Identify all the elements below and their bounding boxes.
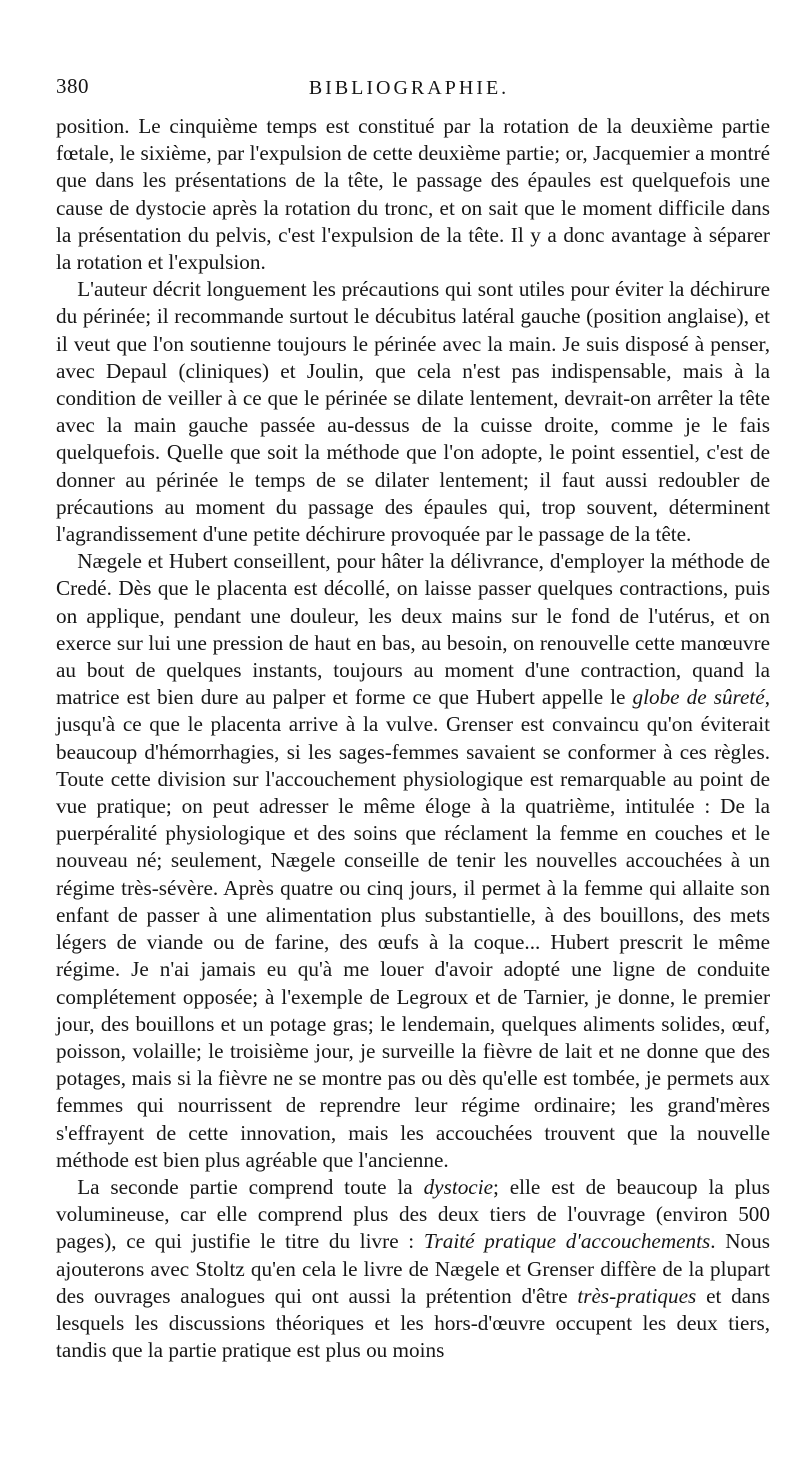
- italic-text: Traité pratique d'accouchements: [423, 1229, 711, 1254]
- text-run: ; elle est de beaucoup la plus volumineuse, car elle comprend plus des deux tiers de l'ouvrage (environ 500 pages), ce qui justifie le titre du livre :: [56, 1174, 770, 1254]
- body-text: [56, 113, 770, 1364]
- paragraph: [56, 113, 770, 276]
- paragraph: [56, 276, 770, 548]
- italic-text: très-pratiques: [577, 1283, 697, 1308]
- page-number: 380: [56, 74, 89, 98]
- text-run: position. Le cinquième temps est constitué par la rotation de la deuxième partie fœtale, le sixième, par l'expulsion de cette deuxième partie; or, Jacquemier a montré que dans les présentations de la tête, le passage des épaules est quelquefois une cause de dystocie après la rotation du tronc, et on sait que le moment difficile dans la présentation du pelvis, c'est l'expulsion de la tête. Il y a donc avantage à séparer la rotation et l'expulsion.: [56, 114, 770, 275]
- text-run: , jusqu'à ce que le placenta arrive à la vulve. Grenser est convaincu qu'on éviterait beaucoup d'hémorrhagies, si les sages-femmes savaient se conformer à ces règles. Toute cette division sur l'accouchement physiologique est remarquable au point de vue pratique; on peut adresser le même éloge à la quatrième, intitulée : De la puerpéralité physiologique et des soins que réclament la femme en couches et le nouveau né; seulement, Nægele conseille de tenir les nouvelles accouchées à un régime très-sévère. Après quatre ou cinq jours, il permet à la femme qui allaite son enfant de passer à une alimentation plus substantielle, à des bouillons, des mets légers de viande ou de farine, des œufs à la coque... Hubert prescrit le même régime. Je n'ai jamais eu qu'à me louer d'avoir adopté une ligne de conduite complétement opposée; à l'exemple de Legroux et de Tarnier, je donne, le premier jour, des bouillons et un potage gras; le lendemain, quelques aliments solides, œuf, poisson, volaille; le troisième jour, je surveille la fièvre de lait et ne donne que des potages, mais si la fièvre ne se montre pas ou dès qu'elle est tombée, je permets aux femmes qui nourrissent de reprendre leur régime ordinaire; les grand'mères s'effrayent de cette innovation, mais les accouchées trouvent que la nouvelle méthode est bien plus agréable que l'ancienne.: [56, 685, 770, 1172]
- text-run: Nægele et Hubert conseillent, pour hâter la délivrance, d'employer la méthode de Credé. Dès que le placenta est décollé, on laisse passer quelques contractions, puis on applique, pendant une douleur, les deux mains sur le fond de l'utérus, et on exerce sur lui une pression de haut en bas, au besoin, on renouvelle cette manœuvre au bout de quelques instants, toujours au moment d'une contraction, quand la matrice est bien dure au palper et forme ce que Hubert appelle le: [56, 549, 770, 710]
- page-header-title: BIBLIOGRAPHIE.: [308, 77, 510, 99]
- running-head: [56, 74, 762, 106]
- text-run: L'auteur décrit longuement les précautions qui sont utiles pour éviter la déchirure du périnée; il recommande surtout le décubitus latéral gauche (position anglaise), et il veut que l'on soutienne toujours le périnée avec la main. Je suis disposé à penser, avec Depaul (cliniques) et Joulin, que cela n'est pas indispensable, mais à la condition de veiller à ce que le périnée se dilate lentement, devrait-on arrêter la tête avec la main gauche passée au-dessus de la cuisse droite, comme je le fais quelquefois. Quelle que soit la méthode que l'on adopte, le point essentiel, c'est de donner au périnée le temps de se dilater lentement; il faut aussi redoubler de précautions au moment du passage des épaules qui, trop souvent, déterminent l'agrandissement d'une petite déchirure provoquée par le passage de la tête.: [56, 277, 770, 547]
- italic-text: dystocie: [423, 1174, 493, 1199]
- text-run: . Nous ajouterons avec Stoltz qu'en cela le livre de Nægele et Grenser diffère de la plupart des ouvrages analogues qui ont aussi la prétention d'être: [56, 1229, 770, 1308]
- paragraph: [56, 1174, 770, 1364]
- paragraph: [56, 548, 770, 1174]
- italic-text: globe de sûreté: [632, 685, 765, 710]
- text-run: et dans lesquels les discussions théoriques et les hors-d'œuvre occupent les deux tiers, tandis que la partie pratique est plus ou moins: [56, 1283, 770, 1363]
- text-run: La seconde partie comprend toute la: [77, 1174, 424, 1199]
